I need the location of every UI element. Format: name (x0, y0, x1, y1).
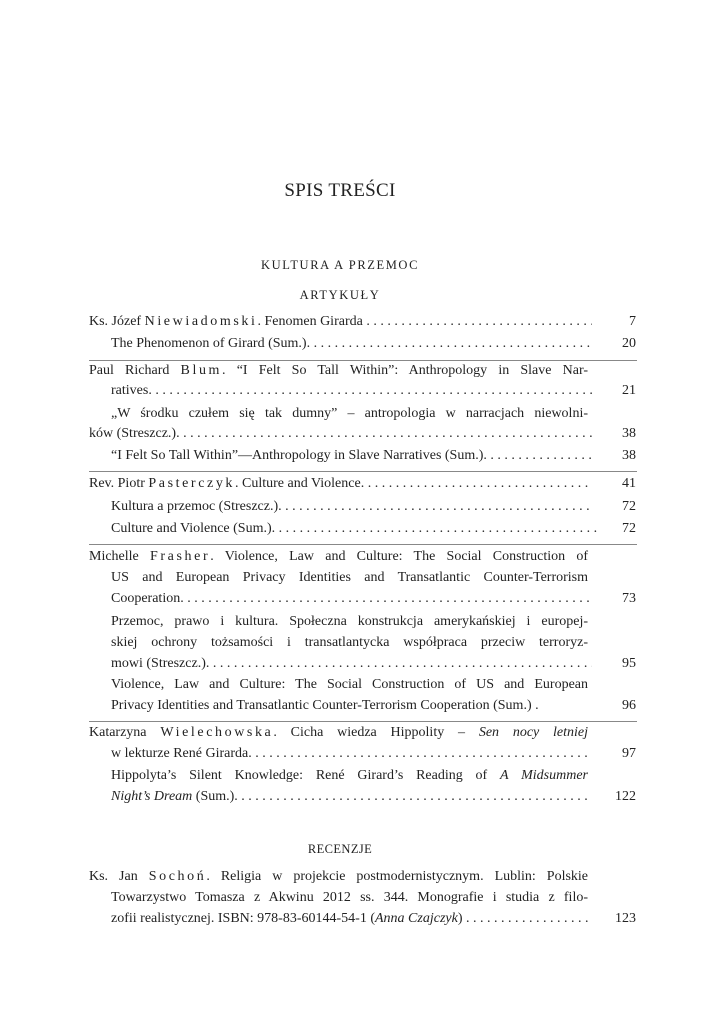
subentry-title: Hippolyta’s Silent Knowledge: René Girard’s Reading of (111, 768, 488, 783)
subentry-title-cont: (Sum.) (195, 789, 235, 804)
entry-title: Religia w projekcie postmodernistycznym. Lublin: Polskie (220, 869, 589, 884)
entry-title-cont: Cooperation (111, 591, 181, 606)
entry-author: Niewiadomski (144, 314, 258, 329)
divider (89, 544, 637, 545)
page-number: 21 (622, 383, 636, 398)
toc-entry-frasher-cont: US and European Privacy Identities and Transatlantic Counter-Terrorism (111, 570, 588, 585)
toc-entry-frasher[interactable]: Michelle Frasher. Violence, Law and Culture: The Social Construction of (89, 549, 589, 564)
entry-title-cont: zofii realistycznej. ISBN: 978-83-60144-54-1 ( (111, 911, 375, 926)
section-heading-recenzje: RECENZJE (307, 842, 373, 856)
subentry-title: The Phenomenon of Girard (Sum.) (111, 336, 307, 351)
subentry-title-italic: A Midsummer (500, 768, 588, 783)
entry-author: Pasterczyk (148, 476, 236, 491)
page-number: 73 (622, 591, 636, 606)
entry-author: Sochoń (148, 869, 207, 884)
toc-subentry[interactable]: Violence, Law and Culture: The Social Construction of US and European (111, 677, 588, 692)
subentry-title-italic: Night’s Dream (111, 789, 193, 804)
entry-title-italic: Sen nocy letniej (478, 725, 589, 740)
entry-author-prefix: Michelle (89, 549, 139, 564)
entry-author: Blum (180, 363, 223, 378)
page-number: 7 (629, 314, 636, 329)
page-number: 72 (622, 521, 636, 536)
page-number: 41 (622, 476, 636, 491)
page-number: 96 (622, 698, 636, 713)
toc-subentry[interactable]: „W środku czułem się tak dumny” – antropologia w narracjach niewolni- (111, 406, 588, 421)
page-title: SPIS TREŚCI (284, 180, 396, 201)
toc-subentry-cont: Privacy Identities and Transatlantic Counter-Terrorism Cooperation (Sum.) . (111, 698, 539, 713)
entry-title: Violence, Law and Culture: The Social Construction of (224, 549, 589, 564)
toc-subentry-cont[interactable] (111, 788, 592, 806)
entry-title: “I Felt So Tall Within”: Anthropology in Slave Nar- (236, 363, 588, 378)
section-subheading-artykuly: ARTYKUŁY (299, 288, 381, 302)
entry-author-prefix: Ks. Jan (89, 869, 138, 884)
entry-title: Cicha wiedza Hippolity – (290, 725, 466, 740)
page-number: 123 (615, 911, 636, 926)
toc-entry-wielechowska-cont[interactable] (111, 745, 592, 763)
toc-entry-pasterczyk[interactable]: Rev. Piotr Pasterczyk. Culture and Violence . . . (89, 475, 592, 493)
toc-review-cont: Towarzystwo Tomasza z Akwinu 2012 ss. 344. Monografie i studia z filo- (111, 890, 588, 905)
reviewer-name: Anna Czajczyk (375, 911, 458, 926)
toc-subentry[interactable] (111, 520, 600, 538)
entry-title: Culture and Violence (242, 476, 361, 491)
page-number: 38 (622, 448, 636, 463)
toc-subentry-cont: skiej ochrony tożsamości i transatlantycka współpraca przeciw terroryz- (111, 635, 588, 650)
divider (89, 471, 637, 472)
entry-author-prefix: Katarzyna (89, 725, 147, 740)
entry-author-prefix: Ks. Józef (89, 314, 142, 329)
page-number: 95 (622, 656, 636, 671)
subentry-title-cont: mowi (Streszcz.) (111, 656, 206, 671)
subentry-title: Kultura a przemoc (Streszcz.) (111, 499, 279, 514)
page-number: 72 (622, 499, 636, 514)
toc-entry-blum-cont[interactable] (111, 382, 592, 400)
entry-title: Fenomen Girarda (264, 314, 363, 329)
subentry-title-cont: ków (Streszcz.) (89, 426, 177, 441)
toc-subentry[interactable] (111, 335, 592, 353)
subentry-title: “I Felt So Tall Within”—Anthropology in Slave Narratives (Sum.) (111, 448, 484, 463)
toc-subentry[interactable] (111, 498, 592, 516)
entry-title-cont: ) (457, 911, 463, 926)
toc-entry-wielechowska[interactable]: Katarzyna Wielechowska. Cicha wiedza Hippolity – Sen nocy letniej (89, 725, 589, 740)
toc-review-sochon[interactable]: Ks. Jan Sochoń. Religia w projekcie postmodernistycznym. Lublin: Polskie (89, 869, 589, 884)
page-number: 97 (622, 746, 636, 761)
toc-entry-blum[interactable]: Paul Richard Blum. “I Felt So Tall Within”: Anthropology in Slave Nar- (89, 363, 588, 378)
divider (89, 721, 637, 722)
page-number: 20 (622, 336, 636, 351)
toc-subentry-cont[interactable] (111, 655, 592, 673)
entry-author-prefix: Paul Richard (89, 363, 170, 378)
entry-author: Frasher (150, 549, 211, 564)
toc-subentry[interactable] (111, 767, 588, 785)
page-number: 122 (615, 789, 636, 804)
subentry-title: Culture and Violence (Sum.) (111, 521, 272, 536)
entry-author-prefix: Rev. Piotr (89, 476, 145, 491)
toc-subentry-cont[interactable] (89, 425, 592, 443)
toc-subentry[interactable]: Przemoc, prawo i kultura. Społeczna konstrukcja amerykańskiej i europej- (111, 614, 588, 629)
section-heading-kultura: KULTURA A PRZEMOC (260, 258, 420, 272)
toc-review-cont[interactable] (111, 910, 592, 928)
page-number: 38 (622, 426, 636, 441)
toc-subentry[interactable] (111, 447, 596, 465)
entry-title-cont: w lekturze René Girarda (111, 746, 249, 761)
divider (89, 360, 637, 361)
entry-title-cont: ratives (111, 383, 149, 398)
toc-entry-niewiadomski[interactable]: Ks. Józef Niewiadomski. Fenomen Girarda . . . (89, 313, 592, 331)
entry-author: Wielechowska (160, 725, 274, 740)
toc-entry-frasher-cont[interactable] (111, 590, 592, 608)
